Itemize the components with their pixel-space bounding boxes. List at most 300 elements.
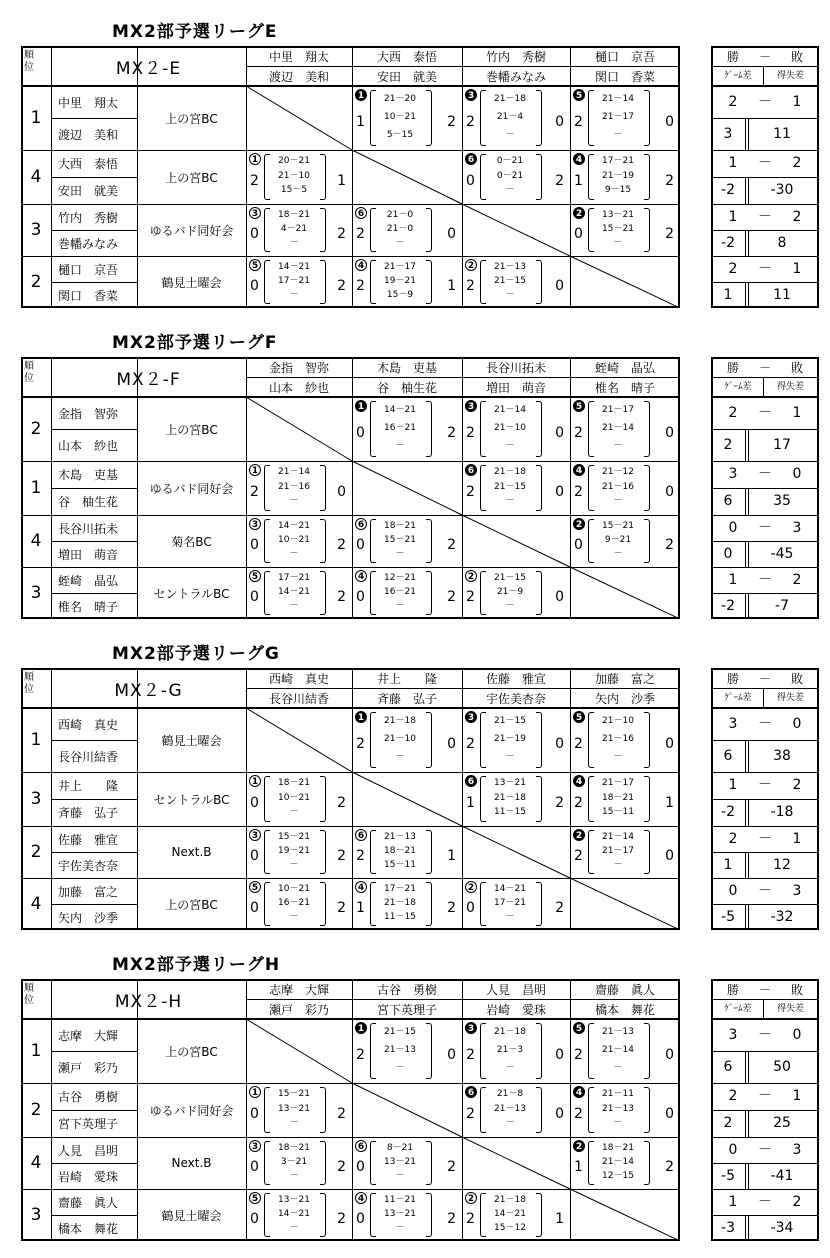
losses-count: 2	[792, 155, 802, 171]
team-rank: 1	[30, 730, 42, 750]
match-order-badge: 3	[465, 711, 477, 723]
games-won-right: 0	[447, 226, 456, 242]
player1-name: 西崎 真史	[58, 717, 119, 732]
games-won-left: 0	[250, 537, 259, 553]
match-result	[570, 86, 680, 150]
wl-dash: －	[758, 94, 772, 110]
league-table	[21, 357, 680, 619]
lose-label: 敗	[790, 361, 803, 375]
set-score: 10－21	[278, 884, 310, 894]
match-order-badge: 5	[573, 711, 585, 723]
stats-inner-divider	[748, 904, 749, 930]
team-rank: 2	[30, 419, 42, 439]
dash-label: －	[758, 983, 771, 997]
player1-name: 志摩 大輝	[58, 1028, 119, 1043]
diagonal-line	[352, 1083, 462, 1137]
score-bracket-right	[536, 90, 542, 146]
team-rank: 2	[30, 272, 42, 292]
player2-name: 瀬戸 彩乃	[58, 1060, 119, 1075]
match-order-badge: 2	[465, 1192, 477, 1204]
games-won-right: 2	[665, 226, 674, 242]
diagonal-line	[570, 256, 680, 308]
score-bracket-right	[426, 401, 432, 457]
league-table	[21, 979, 680, 1241]
lose-label: 敗	[790, 50, 803, 64]
score-bracket-left	[264, 1193, 270, 1237]
match-result-mirror	[352, 567, 462, 619]
game-diff-label: ｹﾞｰﾑ差	[724, 1004, 752, 1014]
match-order-badge: 5	[249, 570, 261, 582]
win-label: 勝	[726, 983, 739, 997]
match-order-badge: 6	[355, 1140, 367, 1152]
set-score: 21－19	[602, 170, 634, 181]
set-score: 11－15	[494, 807, 526, 818]
match-result-mirror	[246, 515, 352, 567]
rank-header-line1: 順	[24, 361, 34, 372]
set-score: 18－21	[278, 1143, 310, 1153]
match-result	[352, 397, 462, 461]
team-rank: 3	[30, 789, 42, 809]
score-bracket-right	[426, 260, 432, 304]
score-bracket-right	[320, 1141, 326, 1185]
set-score: 21－8	[496, 1089, 524, 1099]
set-score: 21－17	[384, 262, 416, 272]
games-won-left: 2	[574, 795, 583, 811]
set-score: 13－21	[384, 1209, 416, 1219]
score-bracket-right	[644, 830, 650, 874]
match-order-badge: 4	[573, 1086, 585, 1098]
opponent-player2: 斉藤 弘子	[376, 691, 437, 706]
losses-count: 2	[792, 572, 802, 588]
stats-inner-divider	[748, 177, 749, 204]
dash-label: －	[758, 50, 771, 64]
score-bracket-left	[264, 1141, 270, 1185]
score-bracket-left	[588, 519, 594, 563]
games-won-right: 2	[447, 537, 456, 553]
set-score: －	[289, 1223, 299, 1233]
match-result-mirror	[246, 826, 352, 878]
score-bracket-left	[480, 1087, 486, 1133]
player2-name: 渡辺 美和	[58, 127, 119, 142]
wl-dash: －	[758, 883, 772, 899]
losses-count: 0	[792, 716, 802, 732]
set-score: －	[613, 860, 623, 870]
games-won-right: 0	[555, 589, 564, 605]
match-order-badge: 1	[355, 400, 367, 412]
match-order-badge: 6	[465, 775, 477, 787]
team-rank: 3	[30, 1205, 42, 1225]
match-order-badge: 6	[465, 153, 477, 165]
game-diff: -2	[721, 804, 735, 820]
set-score: 21－17	[602, 112, 634, 122]
set-score: 21－18	[494, 792, 526, 803]
club-name: Next.B	[171, 845, 212, 859]
rank-header	[21, 46, 51, 86]
score-bracket-left	[480, 1193, 486, 1237]
score-bracket-left	[264, 776, 270, 822]
score-bracket-right	[426, 208, 432, 252]
opponent-player1: 古谷 勇樹	[376, 982, 437, 997]
rank-header-line2: 位	[24, 373, 34, 384]
score-bracket-right	[644, 1087, 650, 1133]
wl-dash: －	[758, 261, 772, 277]
set-score: －	[613, 441, 623, 451]
diagonal-line	[246, 1019, 352, 1083]
opponent-player2: 長谷川結香	[268, 691, 329, 706]
stats-inner-divider	[748, 541, 749, 567]
games-won-left: 0	[250, 1106, 259, 1122]
player2-name: 巻幡みなみ	[58, 236, 119, 251]
rank-header-line2: 位	[24, 62, 34, 73]
score-bracket-left	[370, 90, 376, 146]
opponent-player1: 金指 智弥	[268, 360, 329, 375]
stats-inner-divider	[748, 1110, 749, 1137]
score-bracket-right	[320, 830, 326, 874]
opponent-player2: 谷 柚生花	[376, 380, 437, 395]
club-name: セントラルBC	[153, 792, 230, 807]
wl-dash: －	[758, 1027, 772, 1043]
set-score: 21－11	[602, 1089, 634, 1099]
games-won-right: 2	[337, 537, 346, 553]
match-result	[570, 772, 680, 826]
score-bracket-right	[426, 830, 432, 874]
score-bracket-right	[426, 90, 432, 146]
player1-name: 竹内 秀樹	[58, 210, 119, 225]
league-section	[0, 642, 830, 947]
player2-name: 谷 柚生花	[58, 495, 119, 509]
diagonal-line	[246, 86, 352, 150]
set-score: 21－18	[494, 1195, 526, 1205]
games-won-left: 2	[356, 1047, 365, 1063]
set-score: 21－15	[494, 481, 526, 492]
set-score: －	[289, 912, 299, 922]
set-score: －	[289, 496, 299, 507]
club-name: 鶴見土曜会	[161, 275, 222, 290]
match-order-badge: 1	[355, 711, 367, 723]
set-score: 12－21	[384, 573, 416, 583]
diagonal-line	[570, 567, 680, 619]
league-code: MX２-F	[116, 369, 181, 390]
match-result-mirror	[352, 256, 462, 308]
set-score: 17－21	[494, 898, 526, 908]
match-result-mirror	[246, 461, 352, 515]
games-won-left: 1	[574, 1159, 583, 1175]
score-bracket-left	[480, 882, 486, 926]
stats-inner-divider	[745, 1215, 746, 1241]
match-order-badge: 4	[573, 153, 585, 165]
losses-count: 3	[792, 883, 802, 899]
losses-count: 1	[792, 261, 802, 277]
games-won-right: 0	[555, 425, 564, 441]
set-score: 0－21	[496, 156, 524, 166]
league-code: MX２-G	[114, 680, 183, 701]
set-score: －	[505, 601, 515, 611]
games-won-left: 2	[356, 226, 365, 242]
player1-name: 大西 泰悟	[58, 157, 119, 171]
set-score: －	[613, 130, 623, 140]
games-won-right: 0	[447, 736, 456, 752]
set-score: 17－21	[278, 276, 310, 286]
score-bracket-right	[644, 519, 650, 563]
match-order-badge: 3	[249, 829, 261, 841]
match-result-mirror	[352, 1137, 462, 1189]
player1-name: 古谷 勇樹	[58, 1090, 119, 1104]
games-won-right: 0	[665, 736, 674, 752]
set-score: 21－3	[496, 1045, 524, 1055]
game-diff-label: ｹﾞｰﾑ差	[724, 693, 752, 703]
games-won-left: 2	[466, 589, 475, 605]
match-order-badge: 5	[573, 400, 585, 412]
games-won-right: 0	[555, 1106, 564, 1122]
score-bracket-right	[644, 1141, 650, 1185]
game-diff: -3	[721, 1220, 735, 1236]
set-score: －	[613, 549, 623, 559]
diagonal-line	[462, 826, 570, 878]
wins-count: 3	[728, 716, 738, 732]
score-bracket-right	[426, 1193, 432, 1237]
dash-label: －	[758, 361, 771, 375]
game-diff: 6	[723, 748, 733, 764]
score-bracket-right	[536, 776, 542, 822]
player2-name: 宮下英理子	[58, 1117, 119, 1131]
set-score: 21－15	[494, 716, 526, 726]
point-diff: -34	[770, 1220, 794, 1236]
section-title: MX2部予選リーグF	[112, 333, 278, 353]
score-bracket-right	[536, 1087, 542, 1133]
point-diff: 12	[773, 857, 791, 873]
games-won-left: 2	[574, 484, 583, 500]
section-title: MX2部予選リーグH	[112, 955, 281, 975]
games-won-right: 2	[337, 848, 346, 864]
opponent-player1: 齋藤 眞人	[594, 982, 655, 997]
score-bracket-right	[536, 712, 542, 768]
stats-inner-divider	[745, 904, 746, 930]
set-score: 21－9	[496, 587, 524, 597]
wins-count: 2	[728, 94, 738, 110]
match-result-mirror	[246, 772, 352, 826]
match-result	[462, 397, 570, 461]
club-name: ゆるバド同好会	[149, 1103, 234, 1118]
games-won-right: 0	[555, 484, 564, 500]
game-diff: 0	[723, 546, 733, 562]
games-won-left: 0	[356, 1159, 365, 1175]
match-order-badge: 3	[465, 1022, 477, 1034]
club-name: 上の宮BC	[165, 111, 218, 126]
set-score: 15－21	[602, 521, 634, 531]
stats-inner-divider	[748, 230, 749, 256]
stats-header-divider	[711, 66, 819, 67]
score-bracket-right	[320, 1193, 326, 1237]
set-score: 21－14	[494, 405, 526, 415]
wins-count: 0	[728, 883, 738, 899]
games-won-right: 0	[665, 1047, 674, 1063]
games-won-right: 1	[555, 1211, 564, 1227]
set-score: －	[505, 185, 515, 196]
games-won-left: 2	[250, 484, 259, 500]
win-label: 勝	[726, 361, 739, 375]
match-result	[352, 708, 462, 772]
set-score: 21－16	[602, 734, 634, 744]
set-score: －	[395, 1223, 405, 1233]
match-order-badge: 4	[355, 1192, 367, 1204]
set-score: －	[505, 290, 515, 300]
games-won-left: 0	[250, 900, 259, 916]
team-rank: 4	[30, 531, 42, 551]
stats-inner-divider	[748, 488, 749, 515]
set-score: 21－13	[384, 832, 416, 842]
match-result-mirror	[246, 256, 352, 308]
set-score: 21－16	[278, 481, 310, 492]
match-order-badge: 2	[465, 881, 477, 893]
games-won-right: 0	[447, 1047, 456, 1063]
match-result-mirror	[462, 567, 570, 619]
set-score: 10－21	[278, 535, 310, 545]
win-label: 勝	[726, 672, 739, 686]
player2-name: 宇佐美杏奈	[58, 858, 119, 873]
opponent-player2: 巻幡みなみ	[485, 69, 546, 84]
set-score: －	[289, 807, 299, 818]
stats-inner-divider	[748, 852, 749, 878]
team-rank: 4	[30, 894, 42, 914]
player1-name: 佐藤 雅宣	[58, 832, 119, 847]
game-diff: -5	[721, 1168, 735, 1184]
games-won-left: 2	[356, 848, 365, 864]
score-bracket-right	[644, 154, 650, 200]
point-diff-label: 得失差	[776, 382, 804, 392]
score-bracket-right	[426, 519, 432, 563]
match-result-mirror	[352, 204, 462, 256]
set-score: －	[505, 496, 515, 507]
match-result	[352, 1019, 462, 1083]
match-result	[352, 86, 462, 150]
opponent-player2: 宮下英理子	[376, 1002, 437, 1017]
score-bracket-right	[320, 260, 326, 304]
games-won-right: 0	[555, 1047, 564, 1063]
game-diff: -2	[721, 182, 735, 198]
set-score: 18－21	[278, 778, 310, 788]
score-bracket-left	[264, 519, 270, 563]
rank-header-line1: 順	[24, 672, 34, 683]
set-score: 21－15	[494, 573, 526, 583]
game-diff: 2	[723, 1115, 733, 1131]
wins-count: 1	[728, 1194, 738, 1210]
standings-table	[711, 357, 819, 619]
game-diff-label: ｹﾞｰﾑ差	[724, 71, 752, 81]
point-diff: 11	[773, 287, 791, 303]
games-won-right: 2	[555, 900, 564, 916]
set-score: －	[289, 601, 299, 611]
point-diff: 50	[773, 1059, 791, 1075]
score-bracket-left	[264, 571, 270, 615]
wl-dash: －	[758, 1194, 772, 1210]
set-score: 11－15	[384, 912, 416, 922]
games-won-right: 1	[665, 795, 674, 811]
match-result	[570, 204, 680, 256]
match-result-mirror	[352, 826, 462, 878]
diagonal-line	[246, 397, 352, 461]
match-order-badge: 3	[465, 89, 477, 101]
club-name: 鶴見土曜会	[161, 733, 222, 748]
match-order-badge: 2	[573, 207, 585, 219]
games-won-left: 0	[574, 226, 583, 242]
set-score: 21－18	[384, 716, 416, 726]
player2-name: 増田 萌音	[58, 547, 119, 562]
rank-header-line2: 位	[24, 995, 34, 1006]
match-result	[570, 150, 680, 204]
player1-name: 中里 翔太	[58, 95, 119, 110]
league-table	[21, 46, 680, 308]
match-result-mirror	[462, 1189, 570, 1241]
stats-header-divider	[711, 377, 819, 378]
games-won-left: 0	[250, 1159, 259, 1175]
set-score: 17－21	[384, 884, 416, 894]
opponent-player2: 渡辺 美和	[268, 69, 329, 84]
match-order-badge: 2	[465, 570, 477, 582]
set-score: 14－21	[494, 884, 526, 894]
games-won-right: 2	[337, 1159, 346, 1175]
games-won-right: 2	[447, 425, 456, 441]
match-order-badge: 4	[355, 881, 367, 893]
opponent-player1: 西崎 真史	[268, 671, 329, 686]
losses-count: 1	[792, 1088, 802, 1104]
set-score: 15－21	[278, 1089, 310, 1099]
match-order-badge: 1	[249, 464, 261, 476]
stats-inner-divider	[748, 593, 749, 619]
set-score: －	[395, 1171, 405, 1181]
opponent-player2: 岩崎 愛珠	[485, 1002, 546, 1017]
games-won-left: 2	[574, 1047, 583, 1063]
score-bracket-right	[320, 208, 326, 252]
match-order-badge: 5	[249, 881, 261, 893]
score-bracket-left	[480, 401, 486, 457]
wins-count: 1	[728, 209, 738, 225]
score-bracket-left	[370, 571, 376, 615]
wl-dash: －	[758, 209, 772, 225]
point-diff: -45	[770, 546, 794, 562]
club-name: 上の宮BC	[165, 170, 218, 185]
set-score: －	[613, 496, 623, 507]
point-diff: 17	[773, 437, 791, 453]
score-bracket-right	[320, 519, 326, 563]
match-order-badge: 2	[573, 518, 585, 530]
score-bracket-left	[264, 260, 270, 304]
set-score: 8－21	[386, 1143, 414, 1153]
stats-inner-divider	[745, 230, 746, 256]
wins-count: 2	[728, 831, 738, 847]
point-diff: -18	[770, 804, 794, 820]
score-bracket-left	[480, 1023, 486, 1079]
games-won-right: 2	[447, 1211, 456, 1227]
score-bracket-left	[480, 712, 486, 768]
score-bracket-right	[536, 154, 542, 200]
score-bracket-left	[264, 1087, 270, 1133]
club-name: ゆるバド同好会	[149, 481, 234, 496]
wl-dash: －	[758, 466, 772, 482]
match-result	[570, 826, 680, 878]
score-bracket-right	[536, 1193, 542, 1237]
set-score: 14－21	[278, 1209, 310, 1219]
player1-name: 樋口 京吾	[58, 262, 119, 277]
set-score: 21－12	[602, 467, 634, 477]
diagonal-line	[462, 515, 570, 567]
match-order-badge: 4	[355, 570, 367, 582]
games-won-right: 0	[555, 114, 564, 130]
score-bracket-left	[588, 465, 594, 511]
stats-inner-divider	[745, 1051, 746, 1083]
set-score: 16－21	[278, 898, 310, 908]
set-score: 21－19	[494, 734, 526, 744]
score-bracket-left	[370, 260, 376, 304]
